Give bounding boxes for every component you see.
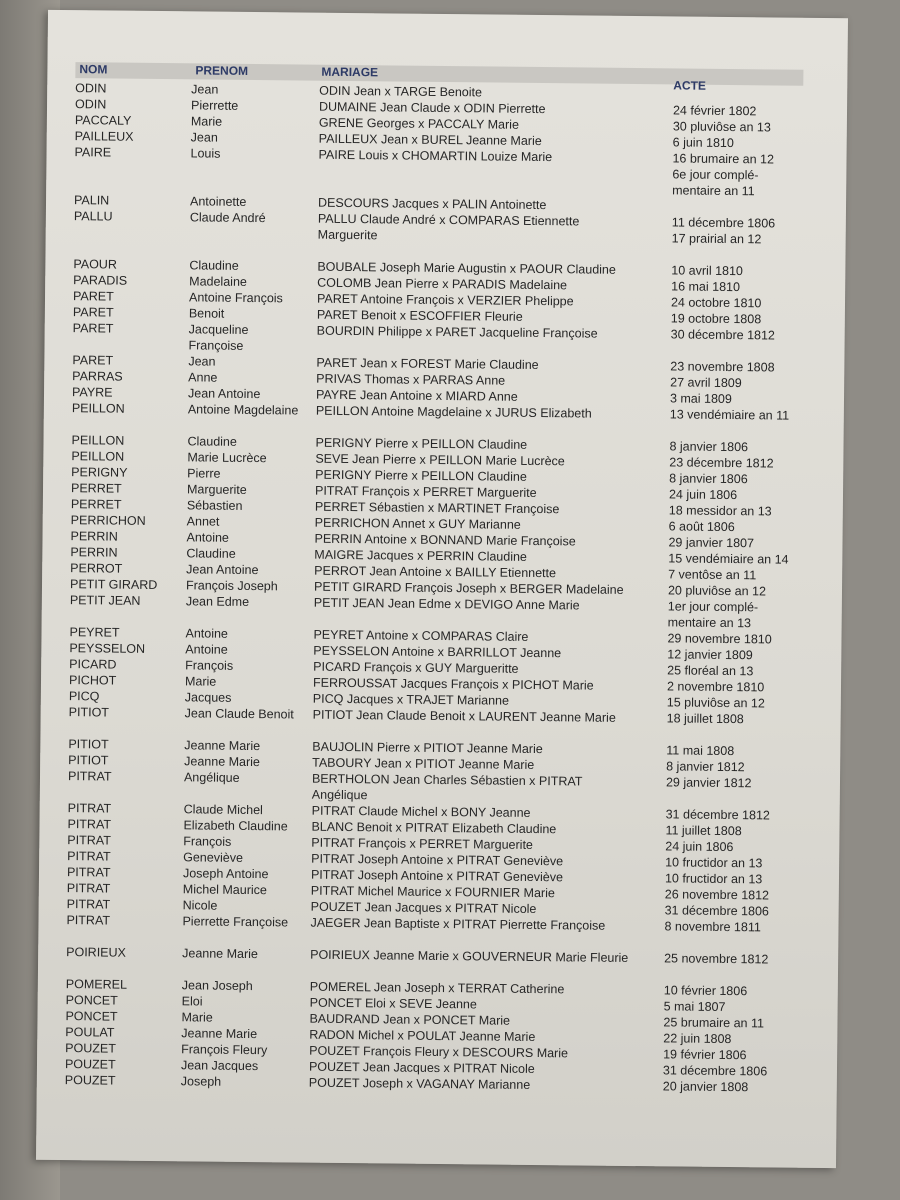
header-acte: ACTE (673, 78, 707, 93)
cell-acte: 11 juillet 1808 (665, 823, 742, 839)
cell-acte: 23 décembre 1812 (669, 455, 774, 471)
cell-acte: 16 mai 1810 (671, 279, 741, 295)
cell-prenom: Joseph Antoine (182, 866, 269, 882)
cell-acte: 18 juillet 1808 (666, 711, 744, 727)
cell-prenom: Annet (186, 514, 220, 529)
cell-mariage: PAIRE Louis x CHOMARTIN Louize Marie (318, 147, 553, 165)
cell-mariage: POUZET Jean Jacques x PITRAT Nicole (308, 1059, 535, 1076)
cell-prenom: Jacques (184, 690, 232, 705)
cell-mariage: BAUDRAND Jean x PONCET Marie (309, 1011, 511, 1028)
cell-acte: 6e jour complé- mentaire an 11 (672, 167, 759, 199)
cell-prenom: Antoine (186, 530, 230, 545)
cell-acte: 6 août 1806 (668, 519, 735, 535)
header-nom: NOM (79, 62, 108, 77)
cell-acte: 10 fructidor an 13 (665, 855, 763, 871)
cell-mariage: PERROT Jean Antoine x BAILLY Etiennette (314, 563, 557, 581)
cell-nom (72, 336, 188, 353)
cell-nom: PEYSSELON (69, 641, 146, 656)
cell-acte: 24 octobre 1810 (670, 295, 762, 311)
cell-nom: PITIOT (68, 737, 109, 752)
cell-prenom: Pierrette Françoise (182, 914, 289, 930)
cell-nom: PERIGNY (71, 465, 128, 480)
cell-mariage: Angélique (311, 787, 368, 803)
cell-prenom: Jean Edme (185, 594, 250, 609)
cell-mariage: PITRAT François x PERRET Marguerite (311, 835, 533, 852)
cell-nom (74, 224, 190, 241)
cell-nom: PITRAT (66, 913, 111, 928)
cell-prenom: Jacqueline (188, 322, 249, 337)
cell-nom: PAYRE (71, 385, 113, 400)
cell-prenom: Françoise (188, 338, 244, 353)
cell-acte: 8 janvier 1812 (666, 759, 745, 775)
cell-nom (68, 784, 184, 801)
cell-prenom: Marie Lucrèce (187, 450, 267, 466)
cell-prenom: Antoine (185, 626, 228, 641)
cell-mariage: TABOURY Jean x PITIOT Jeanne Marie (312, 755, 535, 772)
cell-acte: 2 novembre 1810 (666, 679, 765, 695)
cell-mariage: PERIGNY Pierre x PEILLON Claudine (315, 435, 528, 452)
cell-prenom: Jean Jacques (180, 1058, 259, 1074)
cell-mariage: MAIGRE Jacques x PERRIN Claudine (314, 547, 528, 564)
cell-nom: PICHOT (68, 673, 117, 688)
cell-mariage: ODIN Jean x TARGE Benoite (319, 83, 483, 100)
cell-prenom: Antoine (185, 642, 228, 657)
cell-mariage: BOURDIN Philippe x PARET Jacqueline Françoise (316, 323, 598, 341)
cell-mariage (318, 163, 672, 199)
cell-nom: POUZET (64, 1057, 116, 1072)
cell-prenom: Jean (188, 354, 216, 369)
cell-prenom: Jean (191, 82, 219, 97)
cell-nom: PITIOT (68, 753, 109, 768)
cell-nom: PAOUR (73, 257, 117, 272)
cell-prenom: Antoine Magdelaine (187, 402, 299, 418)
cell-prenom: Geneviève (183, 850, 244, 865)
cell-nom: POIRIEUX (66, 945, 126, 960)
cell-nom: PAIRE (74, 145, 112, 160)
cell-mariage: BOUBALE Joseph Marie Augustin x PAOUR Claudine (317, 259, 616, 277)
cell-nom: PICQ (68, 689, 100, 704)
cell-acte: 27 avril 1809 (670, 375, 742, 391)
cell-acte: 29 janvier 1807 (668, 535, 755, 551)
cell-nom: PITRAT (66, 865, 111, 880)
cell-mariage: COLOMB Jean Pierre x PARADIS Madelaine (317, 275, 568, 293)
cell-acte: 30 décembre 1812 (670, 327, 775, 343)
cell-nom: PONCET (65, 1009, 118, 1024)
cell-mariage: PERRICHON Annet x GUY Marianne (314, 515, 521, 532)
cell-prenom (190, 225, 318, 242)
cell-prenom: Benoit (188, 306, 225, 321)
cell-acte: 6 juin 1810 (672, 135, 734, 151)
cell-nom: POMEREL (65, 977, 128, 992)
cell-acte: 10 avril 1810 (671, 263, 743, 279)
cell-acte: 22 juin 1808 (663, 1031, 732, 1047)
cell-mariage: JAEGER Jean Baptiste x PITRAT Pierrette Françoise (310, 915, 606, 933)
cell-acte: 31 décembre 1812 (665, 807, 770, 823)
cell-nom: PARET (72, 353, 114, 368)
cell-mariage: PARET Benoit x ESCOFFIER Fleurie (316, 307, 523, 324)
cell-acte: 10 fructidor an 13 (664, 871, 763, 887)
cell-acte: 19 octobre 1808 (670, 311, 762, 327)
cell-acte: 16 brumaire an 12 (672, 151, 775, 167)
cell-nom: PEYRET (69, 625, 120, 640)
cell-acte: 13 vendémiaire an 11 (669, 407, 790, 423)
cell-nom: POUZET (64, 1073, 116, 1088)
cell-acte: 1er jour complé- mentaire an 13 (667, 599, 759, 631)
cell-mariage: PERRET Sébastien x MARTINET Françoise (314, 499, 560, 517)
cell-prenom: Eloi (181, 994, 203, 1009)
cell-mariage: PICQ Jacques x TRAJET Marianne (312, 691, 510, 708)
cell-nom: PITIOT (68, 705, 110, 720)
header-mariage: MARIAGE (321, 64, 379, 80)
cell-mariage: PETIT GIRARD François Joseph x BERGER Madelaine (313, 579, 624, 597)
cell-mariage: PEYSSELON Antoine x BARRILLOT Jeanne (313, 643, 562, 661)
cell-acte: 10 février 1806 (663, 983, 748, 999)
cell-acte: 3 mai 1809 (669, 391, 732, 407)
cell-acte (673, 86, 813, 103)
cell-prenom: Jeanne Marie (181, 1026, 258, 1042)
cell-nom: PITRAT (66, 881, 111, 896)
cell-mariage: PAYRE Jean Antoine x MIARD Anne (315, 387, 518, 404)
cell-mariage: PARET Jean x FOREST Marie Claudine (316, 355, 539, 372)
cell-acte: 31 décembre 1806 (662, 1063, 768, 1079)
cell-nom: PETIT GIRARD (69, 577, 158, 593)
document-page (36, 10, 848, 1168)
cell-prenom: François Joseph (185, 578, 278, 594)
cell-prenom: Pierrette (190, 98, 239, 113)
cell-mariage: PEILLON Antoine Magdelaine x JURUS Elizabeth (315, 403, 592, 421)
cell-nom: PARET (72, 289, 114, 304)
cell-nom: PALLU (73, 209, 113, 224)
cell-mariage: PEYRET Antoine x COMPARAS Claire (313, 627, 529, 644)
cell-prenom: Marie (190, 114, 223, 129)
cell-prenom: Jean (190, 130, 218, 145)
cell-nom: PITRAT (67, 817, 112, 832)
cell-acte: 24 juin 1806 (668, 487, 738, 503)
cell-mariage: PITRAT Michel Maurice x FOURNIER Marie (310, 883, 555, 901)
cell-acte: 29 novembre 1810 (667, 631, 772, 647)
cell-prenom: Sébastien (186, 498, 243, 513)
cell-mariage: PALLU Claude André x COMPARAS Etiennette (317, 211, 580, 229)
cell-acte (666, 790, 806, 807)
cell-acte: 24 juin 1806 (665, 839, 734, 855)
cell-acte (672, 198, 812, 215)
cell-nom: PITRAT (67, 849, 111, 864)
cell-prenom: Jean Claude Benoit (184, 706, 294, 722)
cell-mariage: POUZET Jean Jacques x PITRAT Nicole (310, 899, 537, 917)
cell-acte: 26 novembre 1812 (664, 887, 770, 903)
cell-acte: 12 janvier 1809 (667, 647, 753, 663)
cell-prenom: Louis (190, 146, 221, 161)
cell-acte: 8 janvier 1806 (669, 439, 749, 455)
cell-nom: PEILLON (71, 433, 125, 448)
cell-nom: PITRAT (66, 897, 111, 912)
cell-mariage: PAILLEUX Jean x BUREL Jeanne Marie (318, 131, 542, 149)
cell-prenom: François Fleury (181, 1042, 268, 1058)
cell-acte (670, 342, 810, 359)
cell-prenom: Claudine (187, 434, 237, 449)
cell-acte: 29 janvier 1812 (665, 775, 752, 791)
cell-mariage: PONCET Eloi x SEVE Jeanne (309, 995, 477, 1012)
cell-nom: POUZET (65, 1041, 116, 1056)
cell-mariage: PITRAT François x PERRET Marguerite (314, 483, 537, 500)
cell-nom: ODIN (75, 81, 107, 96)
cell-nom: PARET (72, 321, 114, 336)
cell-prenom: Claude André (189, 210, 266, 226)
cell-prenom: Michel Maurice (182, 882, 267, 898)
cell-prenom: Jeanne Marie (182, 946, 258, 962)
cell-acte: 30 pluviôse an 13 (672, 119, 771, 135)
cell-nom: PICARD (69, 657, 117, 672)
cell-nom: PITRAT (67, 769, 112, 784)
cell-mariage: PRIVAS Thomas x PARRAS Anne (316, 371, 506, 388)
cell-acte: 25 floréal an 13 (667, 663, 754, 679)
cell-mariage: PERIGNY Pierre x PEILLON Claudine (315, 467, 527, 484)
cell-mariage: RADON Michel x POULAT Jeanne Marie (309, 1027, 536, 1045)
cell-nom: PERRIN (70, 529, 118, 544)
cell-prenom: Claudine (186, 546, 236, 561)
cell-mariage: DUMAINE Jean Claude x ODIN Pierrette (318, 99, 546, 117)
cell-nom: PARADIS (73, 273, 128, 288)
cell-acte: 11 mai 1808 (666, 743, 735, 759)
cell-nom: PACCALY (74, 113, 132, 128)
cell-acte: 23 novembre 1808 (670, 359, 775, 375)
cell-mariage: DESCOURS Jacques x PALIN Antoinette (317, 195, 547, 213)
cell-prenom: Antoine François (188, 290, 283, 306)
cell-acte: 25 novembre 1812 (664, 951, 769, 967)
cell-acte: 24 février 1802 (672, 103, 757, 119)
cell-prenom: Madelaine (189, 274, 247, 289)
cell-prenom (190, 161, 318, 194)
cell-nom: PETIT JEAN (69, 593, 141, 608)
cell-acte: 7 ventôse an 11 (668, 567, 757, 583)
cell-acte: 11 décembre 1806 (671, 215, 776, 231)
cell-nom: PEILLON (71, 449, 125, 464)
cell-nom: PITRAT (67, 833, 111, 848)
cell-acte: 18 messidor an 13 (668, 503, 772, 519)
cell-acte: 5 mai 1807 (663, 999, 726, 1014)
cell-prenom: François (185, 658, 234, 673)
cell-acte: 20 janvier 1808 (662, 1079, 749, 1095)
cell-acte: 8 novembre 1811 (664, 919, 761, 935)
cell-mariage: POUZET François Fleury x DESCOURS Marie (309, 1043, 569, 1061)
cell-mariage: BERTHOLON Jean Charles Sébastien x PITRAT (311, 771, 583, 789)
cell-mariage: PERRIN Antoine x BONNAND Marie Françoise (314, 531, 576, 549)
cell-prenom: Joseph (180, 1074, 222, 1089)
cell-mariage: POIRIEUX Jeanne Marie x GOUVERNEUR Marie Fleurie (310, 947, 629, 965)
cell-prenom: Jean Antoine (187, 386, 261, 402)
cell-mariage: FERROUSSAT Jacques François x PICHOT Marie (312, 675, 594, 693)
cell-mariage: PITRAT Joseph Antoine x PITRAT Geneviève (310, 867, 564, 885)
table-row (66, 944, 806, 968)
cell-mariage: GRENE Georges x PACCALY Marie (318, 115, 520, 132)
cell-acte: 31 décembre 1806 (664, 903, 769, 919)
cell-nom: PITRAT (67, 801, 112, 816)
cell-mariage: PETIT JEAN Jean Edme x DEVIGO Anne Marie (313, 595, 580, 613)
cell-prenom: Jeanne Marie (184, 738, 261, 754)
cell-prenom: Marie (181, 1010, 213, 1025)
cell-prenom: Anne (188, 370, 218, 385)
cell-nom: PERRICHON (70, 513, 146, 528)
cell-acte: 20 pluviôse an 12 (667, 583, 767, 599)
cell-nom: PERROT (70, 561, 123, 576)
cell-mariage: PITRAT Claude Michel x BONY Jeanne (311, 803, 531, 820)
cell-mariage: BLANC Benoit x PITRAT Elizabeth Claudine (311, 819, 557, 837)
cell-nom: ODIN (74, 97, 107, 112)
header-prenom: PRENOM (195, 63, 249, 78)
cell-prenom: François (183, 834, 232, 849)
cell-nom: POULAT (65, 1025, 115, 1040)
cell-nom: PERRET (70, 481, 122, 496)
cell-mariage: SEVE Jean Pierre x PEILLON Marie Lucrèce (315, 451, 565, 469)
cell-acte: 25 brumaire an 11 (663, 1015, 765, 1031)
cell-nom: PALIN (73, 193, 110, 208)
cell-prenom: Angélique (183, 770, 240, 785)
cell-acte: 19 février 1806 (663, 1047, 747, 1063)
cell-mariage: POMEREL Jean Joseph x TERRAT Catherine (309, 979, 565, 997)
cell-mariage: PITIOT Jean Claude Benoit x LAURENT Jeanne Marie (312, 707, 616, 725)
cell-prenom (184, 785, 312, 802)
cell-mariage: BAUJOLIN Pierre x PITIOT Jeanne Marie (312, 739, 543, 757)
cell-nom: PONCET (65, 993, 118, 1008)
cell-mariage: Marguerite (317, 227, 378, 243)
records-list (65, 80, 816, 1096)
cell-mariage: PICARD François x GUY Margueritte (313, 659, 519, 676)
cell-prenom: Elizabeth Claudine (183, 818, 288, 834)
cell-nom: PERRIN (70, 545, 118, 560)
cell-mariage: PITRAT Joseph Antoine x PITRAT Geneviève (311, 851, 564, 869)
cell-nom: PARRAS (72, 369, 123, 384)
cell-prenom: Jean Antoine (186, 562, 259, 578)
cell-nom: PERRET (70, 497, 122, 512)
cell-prenom: Claude Michel (183, 802, 263, 818)
cell-nom: PAILLEUX (74, 129, 134, 144)
cell-mariage: POUZET Joseph x VAGANAY Marianne (308, 1075, 531, 1092)
cell-prenom: Claudine (189, 258, 239, 273)
cell-prenom: Nicole (182, 898, 218, 913)
cell-prenom: Jeanne Marie (184, 754, 261, 770)
cell-acte: 8 janvier 1806 (669, 471, 748, 487)
cell-acte: 17 prairial an 12 (671, 231, 762, 247)
cell-nom (74, 160, 190, 193)
cell-nom: PEILLON (71, 401, 125, 416)
cell-mariage: PARET Antoine François x VERZIER Phelippe (316, 291, 574, 309)
cell-nom: PARET (72, 305, 114, 320)
cell-prenom: Marguerite (186, 482, 247, 497)
cell-acte: 15 pluviôse an 12 (666, 695, 765, 711)
cell-prenom: Jean Joseph (181, 978, 253, 994)
cell-prenom: Antoinette (189, 194, 247, 209)
cell-prenom: Marie (184, 674, 217, 689)
cell-prenom: Pierre (187, 466, 221, 481)
cell-acte: 15 vendémiaire an 14 (668, 551, 789, 567)
